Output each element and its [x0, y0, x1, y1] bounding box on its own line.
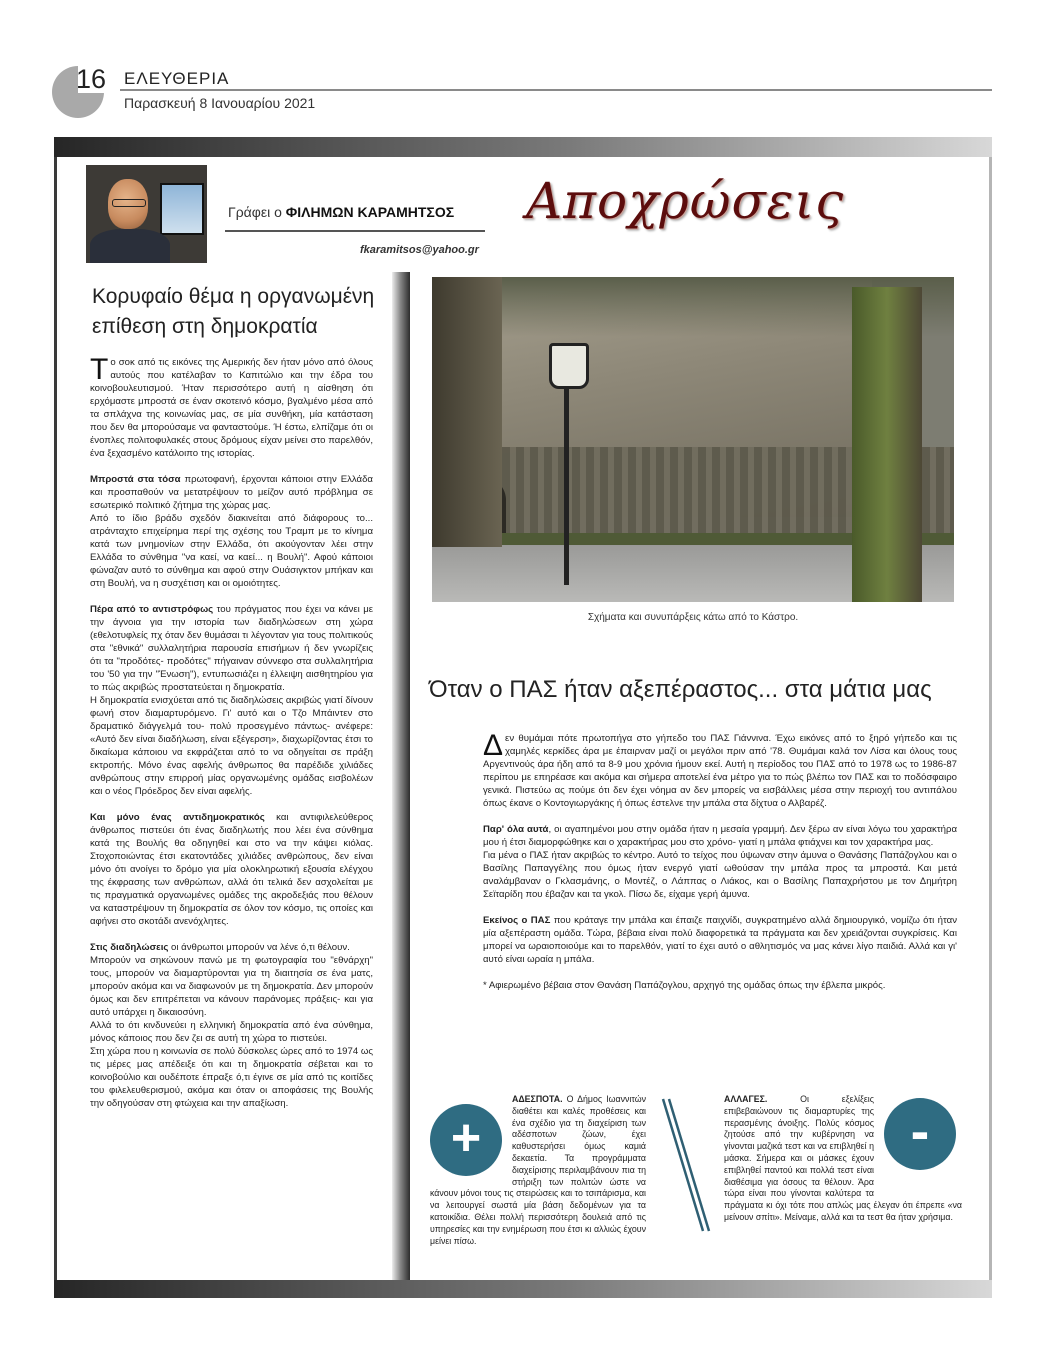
paragraph-text: που κράταγε την μπάλα και έπαιζε παιχνίδι, συγκρατημένο αλλά δημιουργικό, νομίζω ότι ήταν μία αξεπέραστη ομάδα. Τώρα, βέβαια είναι πολύ διαφορετικά τα πράγματα και δεν χρειάζονται συγκρίσεις. Και μπορεί να ωραιοποιούμε και το παρελθόν, γιατί το έχει αυτό ο αθλητισμός να μας κάνει λίγο παιδιά. Αλλά και γι' αυτό είναι ωραία η μπάλα.	[483, 915, 957, 965]
plus-icon: +	[430, 1104, 502, 1176]
shirt-shape	[90, 229, 170, 263]
paragraph	[90, 941, 373, 954]
paragraph-text: Στη χώρα που η κοινωνία σε πολύ δύσκολες ώρες από το 1974 ως τις μέρες μας απέδειξε ότι και τη δημοκρατία σέβεται και το κοινοβούλιο και ουδέποτε έπραξε ό,τι έγινε σε μία από τις κοιτίδες του φιλελευθερισμού, ακόμα και όταν οι αποφάσεις της Βουλής την οδηγούσαν στη φτώχεια και την απαξίωση.	[90, 1046, 373, 1109]
right-article-title: Όταν ο ΠΑΣ ήταν αξεπέραστος... στα μάτια μας	[429, 676, 932, 703]
paragraph	[483, 914, 957, 966]
tree-trunk-left	[432, 277, 502, 547]
paragraph	[90, 473, 373, 512]
plus-lead: ΑΔΕΣΠΟΤΑ.	[512, 1094, 563, 1104]
paragraph	[483, 849, 957, 901]
paragraph	[90, 512, 373, 590]
paragraph-lead: Εκείνος ο ΠΑΣ	[483, 915, 551, 926]
column-divider	[392, 272, 410, 1280]
paragraph-text: ο σοκ από τις εικόνες της Αμερικής δεν ήταν μόνο από όλους αυτούς που κατέλαβαν το Καπιτώλιο και την έδρα του κοινοβουλευτισμού. Ήταν περισσότερο αυτή η αίσθηση ότι ερχόμαστε μπροστά σε έναν σκοτεινό κόσμο, βγαλμένο μέσα από τα σπλάχνα της κοινωνίας μας, σε μία συνθήκη, μία κατάσταση που δεν θα μπορούσαμε να φανταστούμε. Ή έστω, ελπίζαμε ότι οι ένοπλες πολιτοφυλακές στους δρόμους είχαν μείνει στο παρελθόν, ένα ξεχασμένο κατάλοιπο της ιστορίας.	[90, 357, 373, 459]
paragraph	[90, 1019, 373, 1045]
paragraph	[90, 811, 373, 928]
minus-text: Οι εξελίξεις επιβεβαιώνουν τις διαμαρτυρίες της περασμένης άνοιξης. Πολύς κόσμος ζητούσε από την κυβέρνηση να γίνονται μαζικά τεστ και να επιβληθεί η μάσκα. Σήμερα και οι μάσκες έχουν επιβληθεί παντού και πολλά τεστ είναι διαθέσιμα για όσους τα θέλουν. Άρα τώρα είναι που γίνονται καλύτερα τα πράγματα κι όχι τότε που απλώς μας έλεγαν ότι έπρεπε «να μείνουν σπίτι». Μείναμε, αλλά και τα τεστ θα ήταν χρήσιμα.	[724, 1094, 962, 1222]
separator-slashes	[655, 1095, 715, 1235]
paragraph-text: , οι αγαπημένοι μου στην ομάδα ήταν η μεσαία γραμμή. Δεν ξέρω αν είναι λόγω του χαρακτήρα μου ή έτσι διαμορφώθηκε και ο χαρακτήρας μου στο χρόνο- γιατί η μπάλα φτιάχνει και τον χαρακτήρα μας.	[483, 824, 957, 848]
drop-cap: Δ	[483, 729, 504, 762]
author-email[interactable]: fkaramitsos@yahoo.gr	[360, 244, 479, 256]
author-name: ΦΙΛΗΜΩΝ ΚΑΡΑΜΗΤΣΟΣ	[285, 204, 455, 220]
frame-top-bar	[54, 137, 992, 157]
header-rule	[120, 89, 992, 91]
byline-rule	[225, 230, 485, 232]
paragraph-text: Αλλά το ότι κινδυνεύει η ελληνική δημοκρατία από ένα σύνθημα, μόνος κάποιος που δεν ζει σε αυτή τη χώρα το πιστεύει.	[90, 1020, 373, 1044]
footnote	[483, 979, 957, 992]
monitor-shape	[160, 183, 204, 235]
byline-prefix: Γράφει ο	[228, 204, 282, 220]
left-article-body	[90, 353, 374, 1110]
drop-cap: Τ	[90, 353, 109, 386]
minus-lead: ΑΛΛΑΓΕΣ.	[724, 1094, 768, 1104]
left-article-title: Κορυφαίο θέμα η οργανωμένη επίθεση στη δημοκρατία	[92, 285, 375, 338]
paragraph-text: Από το ίδιο βράδυ σχεδόν διακινείται από διάφορους το... ατράνταχτο επιχείρημα περί της σχέσης του Τραμπ με το κίνημα κατά των μνημονίων στην Ελλάδα, ότι ακούγονταν λέει στην Ελλάδα το σύνθημα "να καεί, να καεί... η Βουλή". Αφού κάποιοι φώναζαν αυτό το σύνθημα και αφού στην Ουάσιγκτον μπήκαν και στη Βουλή, να η συσχέτιση και οι ομοιότητες.	[90, 513, 373, 589]
paragraph-lead: Παρ' όλα αυτά	[483, 824, 549, 835]
paragraph	[483, 823, 957, 849]
paragraph-text: Η δημοκρατία ενισχύεται από τις διαδηλώσεις ακριβώς γιατί δίνουν φωνή στον διαμαρτυρόμενο. Γι' αυτό και ο Τζο Μπάιντεν στο δραματικό διάγγελμά του- πολύ προσεγμένο πάντως- ανέφερε: «Αυτό δεν είναι διαδήλωση, είναι εξέγερση», διαχωρίζοντας έτσι το δικαίωμα κάποιου να εκφράζεται από το να οδηγείται σε πράξη εκτροπής. Μόνο ένας αφελής άνθρωπος θα παρέδιδε χιλιάδες ανθρώπους στην επιρροή μίας οργανωμένης ομάδας εισβολέων και ο νέος Πρόεδρος δεν είναι αφελής.	[90, 695, 373, 797]
castle-photo	[432, 277, 954, 602]
paragraph	[90, 954, 373, 1019]
paragraph-text: Μπορούν να σηκώνουν πανώ με τη φωτογραφία του "εθνάρχη" τους, μπορούν να διαμαρτύρονται για τη διαιτησία σε ένα ματς, μπορούν ακόμα και να διαφωνούν με τη δημοκρατία. Δεν μπορούν όμως και δεν επιτρέπεται να κάνουν παράνομες πράξεις- και για αυτό υπάρχει η δικαιοσύνη.	[90, 955, 373, 1018]
author-photo	[86, 165, 207, 263]
paragraph	[90, 694, 373, 798]
paragraph-lead: Μπροστά στα τόσα	[90, 474, 181, 485]
paragraph	[483, 729, 957, 810]
byline	[228, 204, 454, 220]
paragraph-text: και αντιφιλελεύθερος άνθρωπος πιστεύει ότι ένας διαδηλωτής που λέει ένα σύνθημα κατά της Βουλής θα οδηγηθεί και στο να την κάψει κιόλας. Στοχοποιώντας έτσι εκατοντάδες χιλιάδες ανθρώπους, δεν είναι μόνο ότι ανοίγει το δρόμο για μία ολοκληρωτική εξουσία ελέγχου της έκφρασης των ανθρώπων, αλλά ότι τελικά δεν ασχολείται με τις πραγματικά οργανωμένες ομάδες της ακροδεξιάς που θέλουν να καταστρέψουν τη δημοκρατία σε όλον τον κόσμο, τις οποίες και αφήνει στο σκοτάδι ανενόχλητες.	[90, 812, 374, 927]
page-number: 16	[76, 64, 107, 94]
street-lamp	[549, 343, 589, 389]
paragraph	[90, 353, 373, 460]
paragraph-text: οι άνθρωποι μπορούν να λένε ό,τι θέλουν.	[168, 942, 350, 953]
paragraph-text: πρωτοφανή, έρχονται κάποιοι στην Ελλάδα και προσπαθούν να μετατρέψουν το μείζον αυτό πρόβλημα σε εσωτερικό πολιτικό ζήτημα της χώρας μας.	[90, 474, 373, 511]
paragraph	[90, 603, 373, 694]
issue-date: Παρασκευή 8 Ιανουαρίου 2021	[124, 95, 316, 111]
frame-right-edge	[989, 157, 992, 1280]
newspaper-name: ΕΛΕΥΘΕΡΙΑ	[124, 69, 230, 88]
frame-left-edge	[54, 157, 57, 1280]
paragraph-lead: Και μόνο ένας αντιδημοκρατικός	[90, 812, 265, 823]
mossy-tree-trunk	[852, 287, 922, 602]
frame-bottom-bar	[54, 1280, 992, 1298]
minus-icon: -	[884, 1098, 956, 1170]
paragraph-text: Για μένα ο ΠΑΣ ήταν ακριβώς το κέντρο. Αυτό το τείχος που ύψωναν στην άμυνα ο Θανάσης Παπάζογλου και ο Βασίλης Παπαγγέλης που όμως ήταν ενεργό γιατί ωθούσαν την μπάλα προς τα μπροστά. Και μετά αναλάμβαναν ο Γκλασμάνης, ο Μοντέζ, ο Λάππας ο Λιάκος, και ο Βασίλης Παπαχρήστου με τον Δημήτρη Σεϊταρίδη που έβαζαν και τα γκολ. Πίσω δε, είχαμε γερή άμυνα.	[483, 850, 957, 900]
slash-line	[663, 1099, 703, 1231]
paragraph-lead: Πέρα από το αντιστρόφως	[90, 604, 214, 615]
slash-line	[669, 1099, 709, 1231]
paragraph-lead: Στις διαδηλώσεις	[90, 942, 169, 953]
right-article-body	[483, 729, 957, 1005]
paragraph-text: του πράγματος που έχει να κάνει με την άγνοια για την ιστορία των διαδηλώσεων στη χώρα (εθελοτυφλείς πχ όταν δεν θυμάσαι τι λέγονταν για τους πολιτικούς στα "εθνικά" συλλαλητήρια παρουσία επισήμων ή δεν γνωρίζεις ότι τα "προδότες- προδότες" πήγαιναν σύννεφο στα συλλαλητήρια του '50 για την "Ένωση"), εντυπωσιάζει η έλλειψη αισθητηρίου για το πώς ακριβώς προστατεύεται η δημοκρατία.	[90, 604, 374, 693]
footnote-text: * Αφιερωμένο βέβαια στον Θανάση Παπάζογλου, αρχηγό της ομάδας όπως την έβλεπα μικρός.	[483, 980, 886, 991]
plus-text: Ο Δήμος Ιωαννιτών διαθέτει και καλές προθέσεις και ένα σχέδιο για τη διαχείριση των αδέσποτων ζώων, έχει καθυστερήσει όμως καμιά δεκαετία. Τα προγράμματα διαχείρισης περιλαμβάνουν πια τη στήριξη των πολιτών ώστε να κάνουν μόνοι τους τις στειρώσεις και το τσιπάρισμα, και να λειτουργεί σωστά μία βάση δεδομένων για τα κατοικίδια. Θέλει πολλή περισσότερη δουλειά από τις υπηρεσίες και την ενημέρωση που έτσι κι αλλιώς έχουν μείνει πίσω.	[430, 1094, 646, 1246]
column-logo: Αποχρώσεις	[526, 172, 845, 230]
paragraph-text: εν θυμάμαι πότε πρωτοπήγα στο γήπεδο του ΠΑΣ Γιάννινα. Έχω εικόνες από το ξηρό γήπεδο και τις χαμηλές κερκίδες άρα με έπαιρναν μαζί οι μεγάλοι πριν από '78. Θυμάμαι καλά τον Λίσα και όλους τους Αργεντινούς άρα ήδη από τα 8-9 μου χρόνια ήμουν εκεί. Αυτή η περίοδος του ΠΑΣ από το 1978 ως το 1986-87 περίπου με επηρέασε και ακόμα και σήμερα αποτελεί ένα μέτρο για το πώς βλέπω τον ΠΑΣ και το ποδόσφαιρο γενικά. Πιστεύω ας πούμε ότι δεν έχει νόημα αν δεν μπορείς να εισβάλλεις μέσα στην περιοχή του αντιπάλου όπως έκανε ο Κοντογιωργάκης ή όπως έστελνε την μπάλα στα δίχτυα ο Αλβαρέζ.	[483, 733, 957, 809]
glasses-shape	[112, 199, 146, 207]
paragraph	[90, 1045, 373, 1110]
lamp-post	[564, 377, 569, 585]
photo-caption: Σχήματα και συνυπάρξεις κάτω από το Κάστρο.	[587, 612, 799, 623]
